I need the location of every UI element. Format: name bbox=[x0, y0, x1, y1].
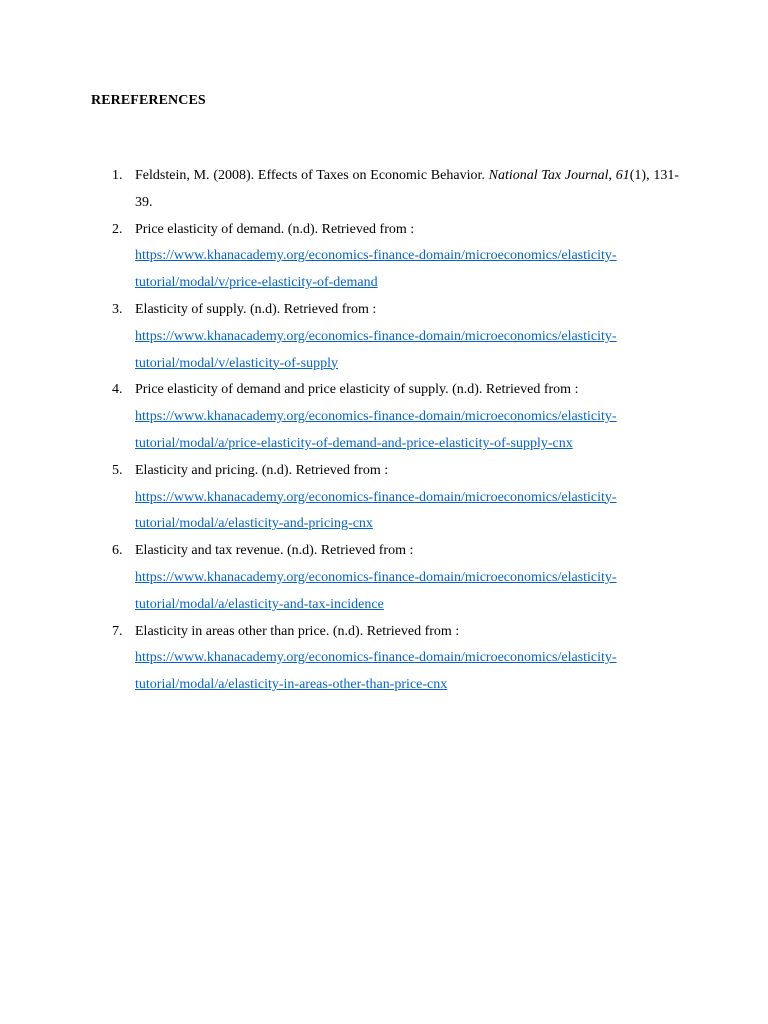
reference-text: Elasticity of supply. (n.d). Retrieved from : bbox=[135, 301, 377, 317]
reference-link-line-1[interactable]: https://www.khanacademy.org/economics-finance-domain/microeconomics/elasticity- bbox=[135, 569, 617, 585]
reference-number: 7. bbox=[112, 623, 123, 639]
reference-number: 2. bbox=[112, 221, 123, 237]
reference-author: Feldstein, M. (2008). Effects of Taxes on Economic Behavior. bbox=[135, 168, 485, 183]
reference-link-line-1[interactable]: https://www.khanacademy.org/economics-finance-domain/microeconomics/elasticity- bbox=[135, 328, 617, 344]
reference-link[interactable] bbox=[135, 409, 617, 451]
reference-link-line-1[interactable]: https://www.khanacademy.org/economics-finance-domain/microeconomics/elasticity- bbox=[135, 650, 617, 666]
reference-item-7 bbox=[91, 619, 679, 699]
reference-separator: , bbox=[608, 168, 616, 183]
reference-item-5 bbox=[91, 458, 679, 538]
page-title: REREFERENCES bbox=[91, 93, 206, 108]
reference-citation bbox=[135, 163, 679, 217]
reference-text: Elasticity and tax revenue. (n.d). Retrieved from : bbox=[135, 543, 414, 559]
reference-issue-pages: (1), 131-39. bbox=[135, 168, 680, 210]
reference-number: 3. bbox=[112, 301, 123, 317]
reference-item-2 bbox=[91, 217, 679, 297]
reference-link-line-1[interactable]: https://www.khanacademy.org/economics-finance-domain/microeconomics/elasticity- bbox=[135, 409, 617, 425]
reference-link-line-2[interactable]: tutorial/modal/v/elasticity-of-supply bbox=[135, 355, 338, 371]
reference-link-line-1[interactable]: https://www.khanacademy.org/economics-finance-domain/microeconomics/elasticity- bbox=[135, 248, 617, 264]
reference-list bbox=[91, 163, 679, 699]
reference-number: 4. bbox=[112, 382, 123, 398]
reference-text: Elasticity in areas other than price. (n.d). Retrieved from : bbox=[135, 623, 460, 639]
reference-text: Price elasticity of demand. (n.d). Retrieved from : bbox=[135, 221, 415, 237]
reference-link[interactable] bbox=[135, 329, 617, 371]
reference-item-3 bbox=[91, 297, 679, 377]
reference-link-line-2[interactable]: tutorial/modal/a/elasticity-in-areas-other-than-price-cnx bbox=[135, 677, 448, 693]
reference-number: 6. bbox=[112, 543, 123, 559]
reference-number: 1. bbox=[112, 168, 123, 183]
reference-link-line-2[interactable]: tutorial/modal/a/elasticity-and-pricing-cnx bbox=[135, 516, 373, 532]
reference-text: Price elasticity of demand and price elasticity of supply. (n.d). Retrieved from : bbox=[135, 382, 579, 398]
reference-text: Elasticity and pricing. (n.d). Retrieved from : bbox=[135, 462, 389, 478]
reference-link[interactable] bbox=[135, 248, 617, 290]
reference-item-1 bbox=[91, 163, 679, 217]
reference-item-4 bbox=[91, 377, 679, 457]
reference-link-line-2[interactable]: tutorial/modal/a/elasticity-and-tax-incidence bbox=[135, 596, 384, 612]
reference-journal: National Tax Journal bbox=[488, 168, 609, 183]
reference-link[interactable] bbox=[135, 490, 617, 532]
reference-link-line-2[interactable]: tutorial/modal/v/price-elasticity-of-demand bbox=[135, 275, 378, 291]
reference-link-line-1[interactable]: https://www.khanacademy.org/economics-finance-domain/microeconomics/elasticity- bbox=[135, 489, 617, 505]
reference-link-line-2[interactable]: tutorial/modal/a/price-elasticity-of-demand-and-price-elasticity-of-supply-cnx bbox=[135, 435, 573, 451]
reference-link[interactable] bbox=[135, 570, 617, 612]
reference-item-6 bbox=[91, 538, 679, 618]
reference-volume: 61 bbox=[615, 168, 630, 183]
reference-number: 5. bbox=[112, 462, 123, 478]
reference-link[interactable] bbox=[135, 650, 617, 692]
